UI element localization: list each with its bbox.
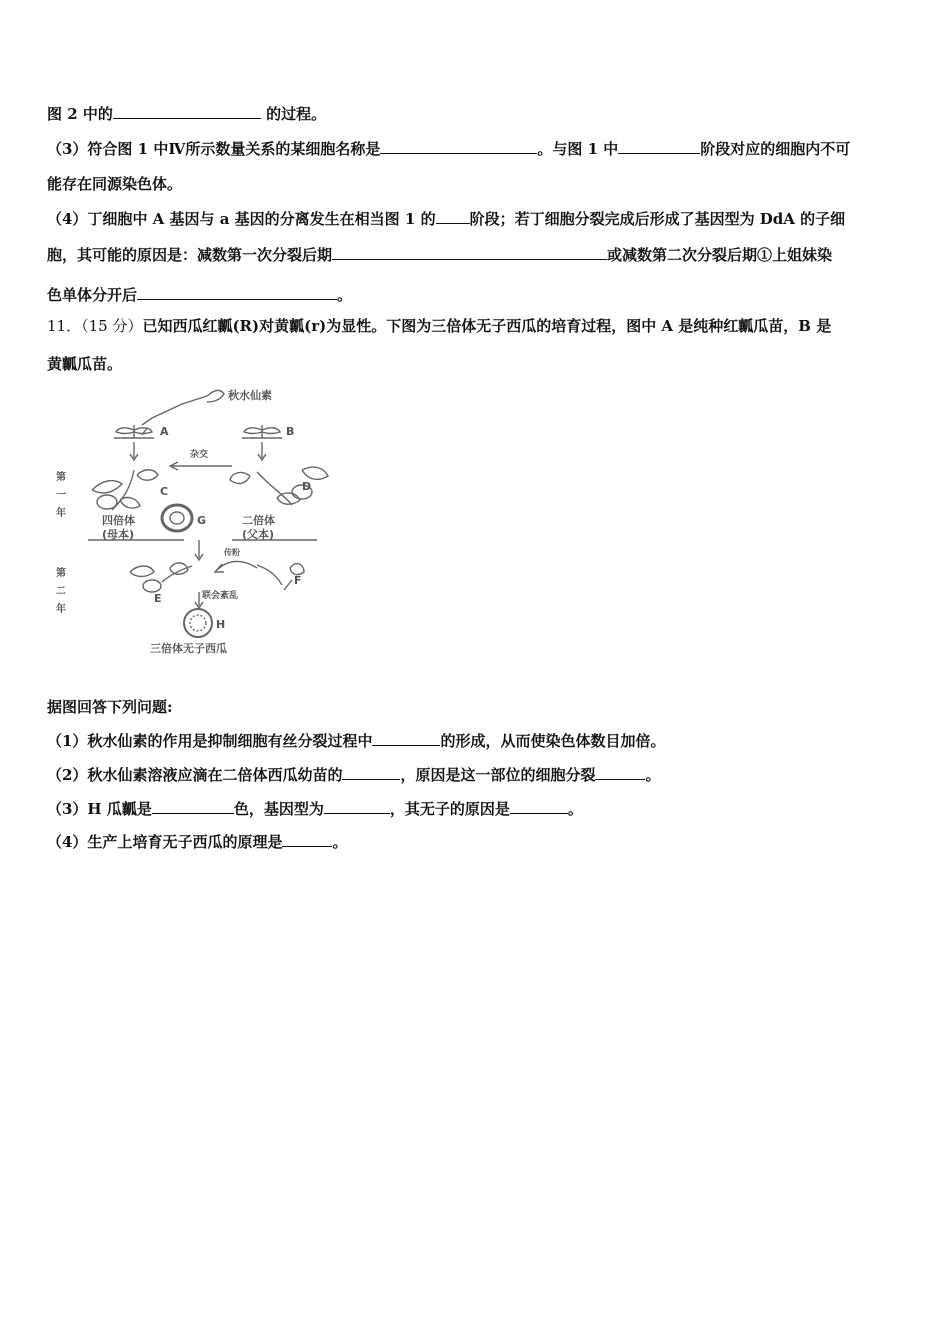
label-B: B [286, 425, 295, 438]
q11-intro-line-1 [47, 316, 831, 336]
answer-blank[interactable] [380, 138, 537, 154]
q11-sub4 [47, 831, 347, 852]
text: （1）秋水仙素的作用是抑制细胞有丝分裂过程中 [47, 732, 373, 750]
answer-blank[interactable] [595, 764, 645, 780]
q10-part4-line-2 [47, 244, 832, 265]
label-A: A [160, 425, 169, 438]
text: 的形成，从而使染色体数目加倍。 [440, 732, 666, 750]
answer-blank[interactable] [113, 103, 261, 119]
year1-char-2: 一 [56, 490, 66, 501]
label-result: 三倍体无子西瓜 [150, 642, 227, 655]
label-H: H [216, 618, 226, 631]
text: 胞，其可能的原因是：减数第一次分裂后期 [47, 246, 333, 264]
text: （2）秋水仙素溶液应滴在二倍体西瓜幼苗的 [47, 766, 343, 784]
question-number: 11．（15 分） [47, 317, 143, 335]
q11-prompt [47, 697, 173, 717]
label-diploid: 二倍体 [242, 514, 275, 527]
q11-sub2 [47, 764, 660, 785]
text: （3）H 瓜瓤是 [47, 800, 152, 818]
q10-part3-line-2 [47, 174, 182, 194]
text: ，其无子的原因是 [389, 800, 510, 818]
answer-blank[interactable] [436, 208, 470, 224]
year2-char-3: 年 [56, 604, 66, 615]
answer-blank[interactable] [618, 138, 700, 154]
label-E: E [154, 592, 162, 605]
year2-char-1: 第 [56, 568, 66, 579]
q11-sub1 [47, 730, 665, 751]
text: 。与图 1 中 [537, 140, 619, 158]
answer-blank[interactable] [342, 764, 400, 780]
answer-blank[interactable] [324, 798, 390, 814]
label-colchicine: 秋水仙素 [228, 389, 272, 402]
text: 图 2 中的 [47, 105, 113, 123]
text: （3）符合图 1 中Ⅳ所示数量关系的某细胞名称是 [47, 140, 381, 158]
label-G: G [197, 514, 207, 527]
label-D: D [302, 480, 312, 493]
watermelon-breeding-diagram [52, 380, 342, 670]
text: 阶段；若丁细胞分裂完成后形成了基因型为 DdA 的子细 [469, 210, 846, 228]
text: ，原因是这一部位的细胞分裂 [400, 766, 596, 784]
text: 色，基因型为 [233, 800, 324, 818]
year2-char-2: 二 [56, 586, 66, 597]
text: （4）生产上培育无子西瓜的原理是 [47, 833, 283, 851]
text: 。 [645, 766, 661, 784]
year1-char-1: 第 [56, 472, 66, 483]
text: 阶段对应的细胞内不可 [700, 140, 851, 158]
q11-sub3 [47, 798, 583, 819]
answer-blank[interactable] [510, 798, 568, 814]
q11-intro-line-2 [47, 354, 122, 374]
text: （4）丁细胞中 A 基因与 a 基因的分离发生在相当图 1 的 [47, 210, 436, 228]
year1-char-3: 年 [56, 508, 66, 519]
text: 据图回答下列问题: [47, 698, 173, 716]
label-cross: 杂交 [190, 450, 209, 460]
answer-blank[interactable] [152, 798, 234, 814]
q10-line-1 [47, 103, 326, 124]
label-F: F [294, 574, 302, 587]
label-mother: (母本) [102, 528, 135, 541]
label-stimulate: 联会紊乱 [202, 591, 239, 601]
label-C: C [160, 485, 169, 498]
q10-part4-line-1 [47, 208, 845, 229]
answer-blank[interactable] [137, 284, 337, 300]
text: 。 [337, 286, 353, 304]
answer-blank[interactable] [332, 244, 607, 260]
text: 色单体分开后 [47, 286, 138, 304]
label-pollinate: 传粉 [224, 548, 240, 557]
text: 能存在同源染色体。 [47, 175, 183, 193]
text: 。 [567, 800, 583, 818]
text: 已知西瓜红瓤(R)对黄瓤(r)为显性。下图为三倍体无子西瓜的培育过程，图中 A 是纯种红瓤瓜苗，B 是 [142, 317, 832, 335]
text: 的过程。 [260, 105, 327, 123]
answer-blank[interactable] [282, 831, 332, 847]
answer-blank[interactable] [372, 730, 440, 746]
label-tetraploid: 四倍体 [102, 514, 135, 527]
text: 。 [332, 833, 348, 851]
text: 黄瓤瓜苗。 [47, 355, 123, 373]
text: 或减数第二次分裂后期①上姐妹染 [607, 246, 833, 264]
q10-part3-line-1 [47, 138, 850, 159]
label-father: (父本) [242, 528, 275, 541]
q10-part4-line-3 [47, 284, 352, 305]
